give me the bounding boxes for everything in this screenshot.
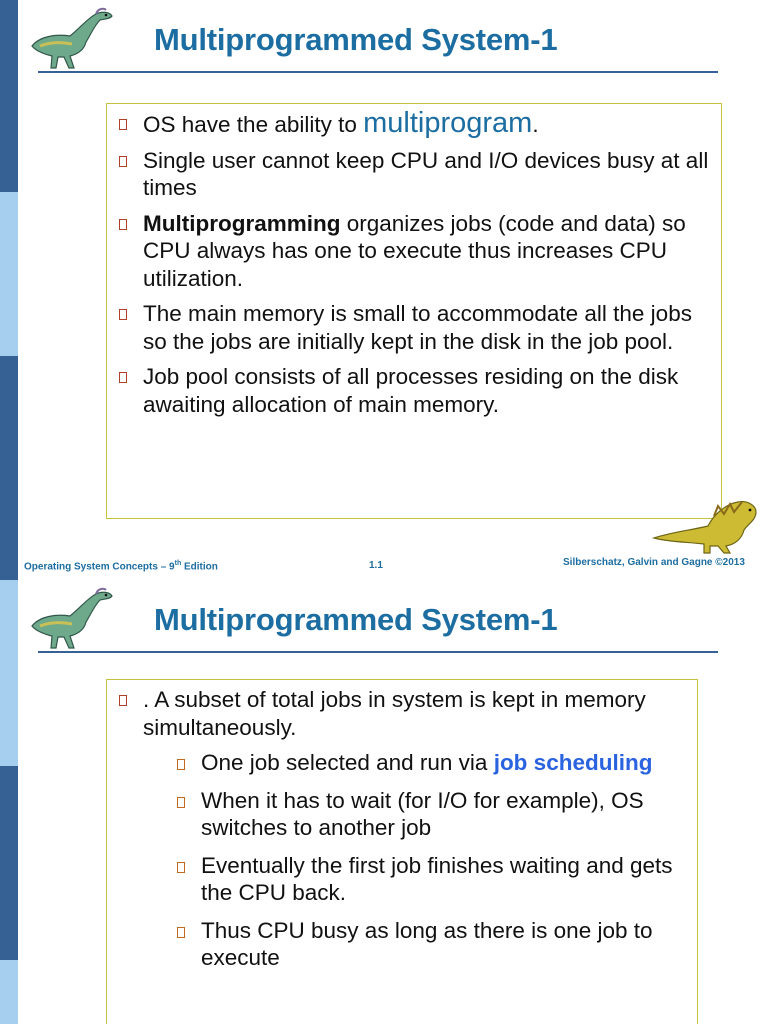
- square-bullet-icon: [119, 372, 127, 383]
- list-item: When it has to wait (for I/O for example), OS switches to another job: [177, 787, 691, 842]
- title-divider: [38, 651, 718, 653]
- list-item: Eventually the first job finishes waiting and gets the CPU back.: [177, 852, 691, 907]
- content-box: [106, 679, 698, 1024]
- dinosaur-logo-icon: [26, 586, 118, 652]
- left-stripe: [0, 580, 18, 1024]
- list-item: OS have the ability to multiprogram.: [117, 110, 715, 139]
- emphasis-text: multiprogram: [363, 107, 533, 139]
- sub-bullet-list: [143, 749, 691, 972]
- dinosaur-corner-icon: [652, 496, 764, 554]
- footer-authors: Silberschatz, Galvin and Gagne ©2013: [563, 557, 745, 568]
- list-item: One job selected and run via job scheduling: [177, 749, 691, 777]
- highlight-term: job scheduling: [493, 750, 653, 775]
- list-item: The main memory is small to accommodate all the jobs so the jobs are initially kept in the disk in the job pool.: [117, 300, 715, 355]
- list-item: Multiprogramming organizes jobs (code and data) so CPU always has one to execute thus increases CPU utilization.: [117, 210, 715, 293]
- dinosaur-logo-icon: [26, 6, 118, 72]
- slide-title: Multiprogrammed System-1: [154, 22, 558, 57]
- list-item: Job pool consists of all processes residing on the disk awaiting allocation of main memory.: [117, 363, 715, 418]
- list-item: Single user cannot keep CPU and I/O devices busy at all times: [117, 147, 715, 202]
- slide-2: [0, 580, 768, 1024]
- title-divider: [38, 71, 718, 73]
- square-bullet-icon: [119, 695, 127, 706]
- slide-title: Multiprogrammed System-1: [154, 602, 558, 637]
- square-bullet-icon: [119, 219, 127, 230]
- bullet-list: [117, 107, 715, 426]
- square-bullet-icon: [177, 862, 185, 873]
- left-stripe: [0, 0, 18, 580]
- bullet-list: [117, 686, 691, 982]
- square-bullet-icon: [177, 797, 185, 808]
- square-bullet-icon: [177, 927, 185, 938]
- square-bullet-icon: [177, 759, 185, 770]
- square-bullet-icon: [119, 156, 127, 167]
- content-box: [106, 103, 722, 519]
- square-bullet-icon: [119, 119, 127, 130]
- list-item: . A subset of total jobs in system is kept in memory simultaneously. One job selected and run via job scheduling When it has to wait (for I/O for example), OS switches to another job Eventually the first job finishes waiting and gets the CPU back. Thus CPU busy as long as there is one job to execute: [117, 686, 691, 972]
- footer-book-title: Operating System Concepts – 9th Edition: [24, 560, 218, 573]
- square-bullet-icon: [119, 309, 127, 320]
- list-item: Thus CPU busy as long as there is one job to execute: [177, 917, 691, 972]
- bold-term: Multiprogramming: [143, 210, 341, 236]
- footer-page-number: 1.1: [369, 560, 383, 571]
